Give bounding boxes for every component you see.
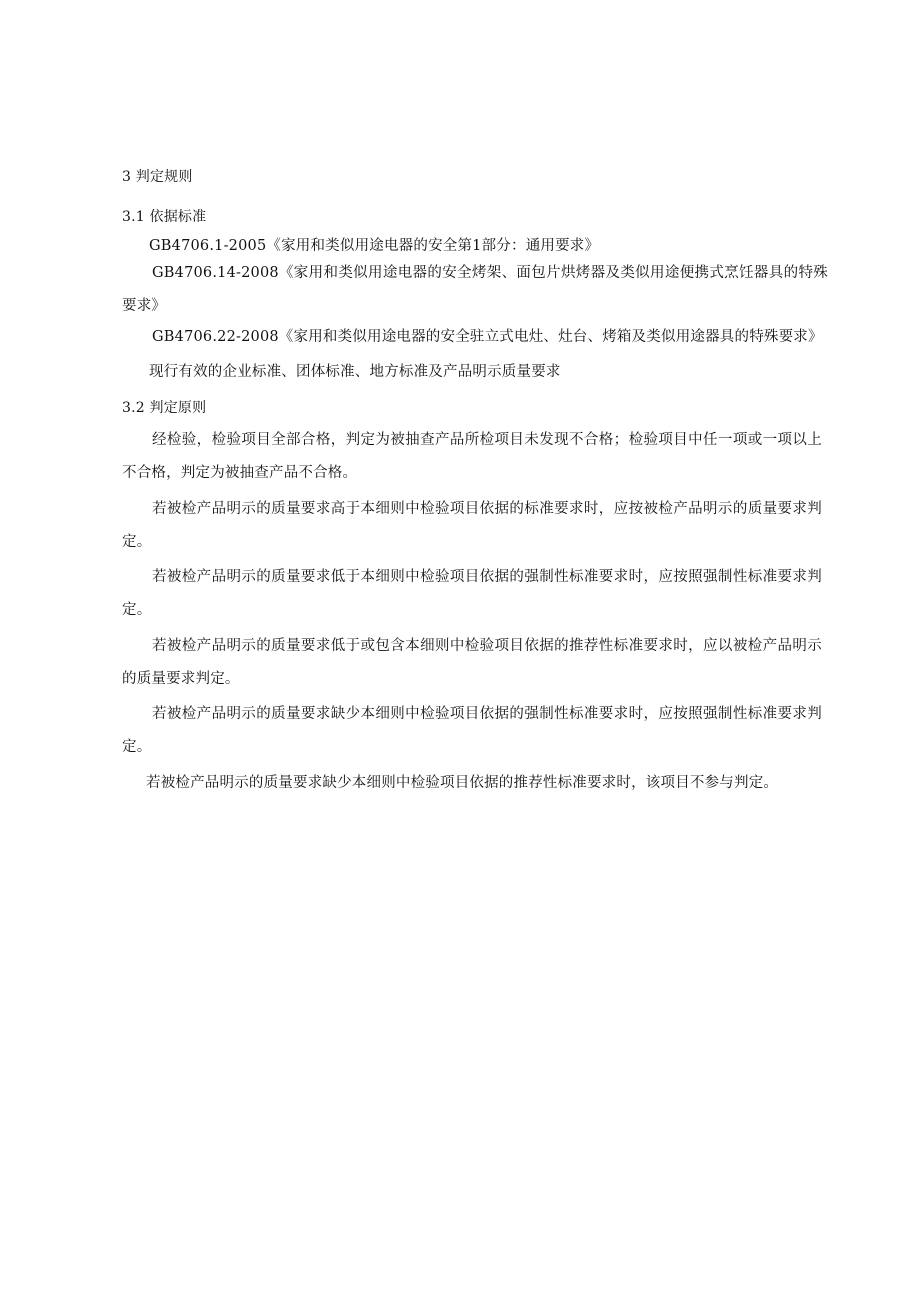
section-title: 3 判定规则	[122, 169, 193, 185]
subsection-title-basis-standards: 3.1 依据标准	[122, 209, 207, 225]
subsection-title-judgment-principles: 3.2 判定原则	[122, 400, 207, 416]
standard-item: GB4706.14-2008《家用和类似用途电器的安全烤架、面包片烘烤器及类似用途便携式烹饪器具的特殊要求》	[122, 265, 828, 314]
principle-paragraph: 若被检产品明示的质量要求缺少本细则中检验项目依据的强制性标准要求时，应按照强制性标准要求判定。	[122, 706, 822, 755]
principle-paragraph: 若被检产品明示的质量要求高于本细则中检验项目依据的标准要求时，应按被检产品明示的质量要求判定。	[122, 501, 822, 550]
standard-item: GB4706.1-2005《家用和类似用途电器的安全第1部分：通用要求》	[149, 238, 600, 254]
principle-paragraph: 若被检产品明示的质量要求低于本细则中检验项目依据的强制性标准要求时，应按照强制性标准要求判定。	[122, 569, 822, 618]
principle-paragraph: 若被检产品明示的质量要求低于或包含本细则中检验项目依据的推荐性标准要求时，应以被检产品明示的质量要求判定。	[122, 638, 822, 687]
principle-paragraph: 若被检产品明示的质量要求缺少本细则中检验项目依据的推荐性标准要求时，该项目不参与判定。	[146, 775, 779, 791]
standard-item: 现行有效的企业标准、团体标准、地方标准及产品明示质量要求	[149, 364, 561, 380]
standard-item: GB4706.22-2008《家用和类似用途电器的安全驻立式电灶、灶台、烤箱及类似用途器具的特殊要求》	[152, 329, 823, 345]
principle-paragraph: 经检验，检验项目全部合格，判定为被抽查产品所检项目未发现不合格；检验项目中任一项或一项以上不合格，判定为被抽查产品不合格。	[122, 432, 822, 481]
